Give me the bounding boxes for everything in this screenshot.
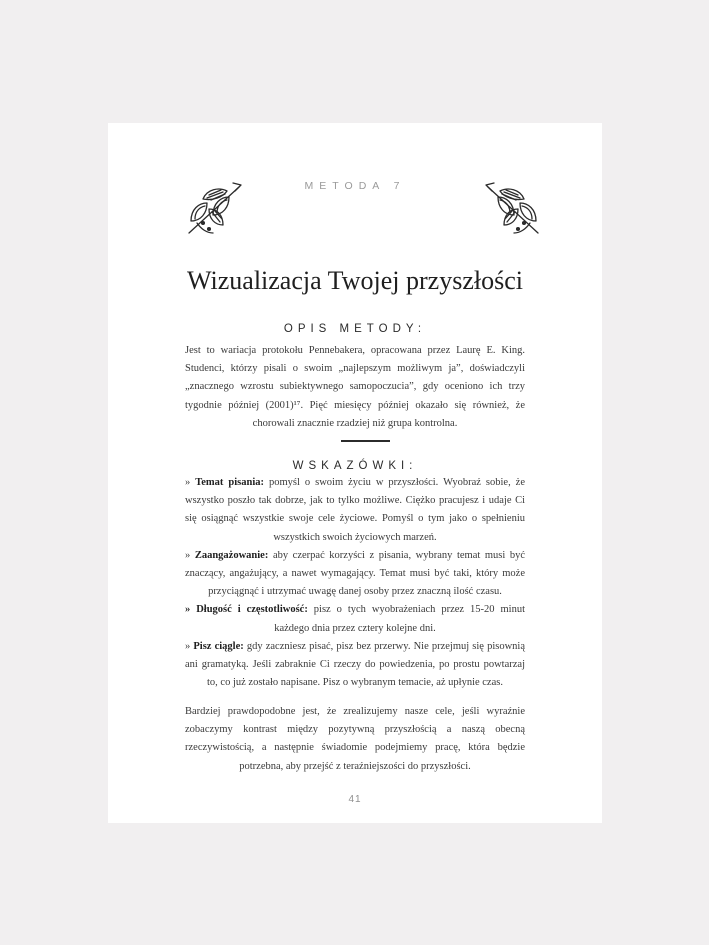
page-number: 41 bbox=[348, 794, 362, 805]
item-text: pomyśl o swoim życiu w przyszłości. Wyobraź sobie, że wszystko poszło tak dobrze, jak to tylko możliwe. Ciężko pracujesz i udaje Ci się osiągnąć wszystkie swoje cele życiowe. Pomyśl o tym jako o spełnieniu wszystkich swoich życiowych marzeń. bbox=[185, 477, 525, 543]
guidelines-heading: WSKAZÓWKI: bbox=[292, 460, 418, 472]
lotus-flower-icon bbox=[183, 179, 245, 241]
item-text: aby czerpać korzyści z pisania, wybrany temat musi być znaczący, angażujący, a nawet wymagający. Temat musi być taki, który może przyciągnąć i utrzymać uwagę danej osoby przez znaczną ilość czasu. bbox=[185, 549, 526, 598]
lotus-flower-icon bbox=[482, 179, 544, 241]
bullet-marker: » bbox=[185, 477, 191, 488]
closing-paragraph: Bardziej prawdopodobne jest, że zrealizujemy nasze cele, jeśli wyraźnie zobaczymy kontrast między pozytywną przyszłością a naszą obecną rzeczywistością, a następnie świadomie podejmiemy pracę, która będzie potrzebna, aby przejść z teraźniejszości do przyszłości. bbox=[185, 706, 525, 772]
section-divider bbox=[341, 440, 390, 442]
description-heading: OPIS METODY: bbox=[283, 323, 427, 335]
bullet-marker: » bbox=[185, 549, 191, 561]
item-term: Temat pisania: bbox=[195, 477, 265, 488]
chapter-label: METODA 7 bbox=[304, 180, 406, 192]
page-title: Wizualizacja Twojej przyszłości bbox=[187, 266, 523, 295]
book-page bbox=[108, 123, 602, 823]
guidelines-list bbox=[185, 474, 525, 692]
item-term: Zaangażowanie: bbox=[194, 549, 269, 561]
bullet-marker: » bbox=[185, 604, 191, 616]
list-item bbox=[185, 638, 525, 693]
item-text: gdy zaczniesz pisać, pisz bez przerwy. Nie przejmuj się pisownią ani gramatyką. Jeśli zabraknie Ci rzeczy do powiedzenia, po prostu powtarzaj to, co już zostało napisane. Pisz o wybranym temacie, aż upłynie czas. bbox=[185, 640, 526, 689]
list-item bbox=[185, 547, 525, 602]
item-term: Długość i częstotliwość: bbox=[196, 604, 308, 616]
description-text: Jest to wariacja protokołu Pennebakera, opracowana przez Laurę E. King. Studenci, którzy pisali o swoim „najlepszym możliwym ja”, doświadczyli „znacznego wzrostu subiektywnego samopoczucia”, gdy oceniono ich trzy tygodnie później (2001)¹⁷. Pięć miesięcy później okazało się również, że chorowali znacznie rzadziej niż grupa kontrolna. bbox=[185, 345, 525, 429]
item-text: pisz o tych wyobrażeniach przez 15-20 minut każdego dnia przez cztery kolejne dni. bbox=[274, 604, 525, 634]
list-item bbox=[185, 474, 525, 547]
list-item bbox=[185, 601, 525, 637]
item-term: Pisz ciągle: bbox=[193, 640, 244, 652]
bullet-marker: » bbox=[185, 640, 191, 652]
